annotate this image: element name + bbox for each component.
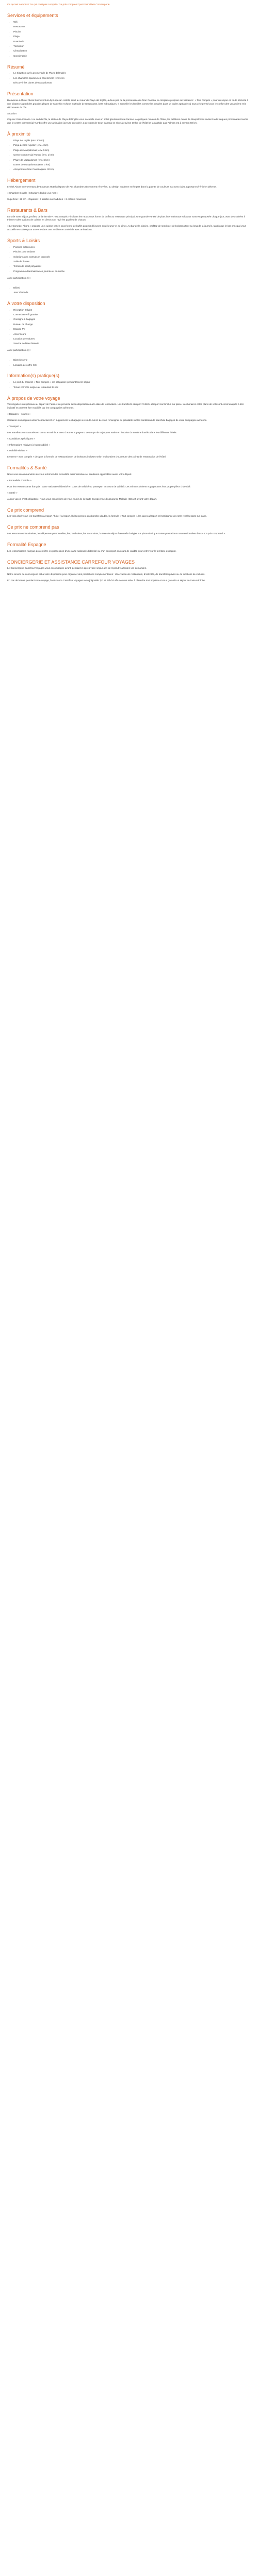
section (7, 64, 249, 85)
paragraph: Cap sur Gran Canaria ! Au sud de l'île, la station de Playa del Inglés vous accueille sous un soleil généreux toute l'année. À quelques minutes de l'hôtel, les célèbres dunes de Maspalomas invitent à de longues promenades tandis que le centre commercial Yumbo offre une animation joyeuse en soirée. L'aéroport de Gran Canaria se situe à environ 30 km de l'hôtel et la capitale Las Palmas est à environ 50 km. (7, 118, 248, 125)
paragraph: Le terme « tout compris » désigne la formule de restauration et de boissons incluses selon les horaires d'ouverture des points de restauration de l'hôtel. (7, 455, 166, 459)
paid-services-note: Avec participation (€) : (7, 276, 31, 279)
section (7, 13, 249, 58)
list-item: • Le port du bracelet « Tout compris » est obligatoire pendant tout le séjour (13, 381, 249, 384)
paragraph: Le Conciergerie Carrefour Voyages vous accompagne avant, pendant et après votre séjour afin de répondre à toutes vos demandes. (7, 567, 147, 570)
list-item: • Location de coffre-fort (13, 364, 249, 367)
list-item: • Consigne à bagages (13, 318, 249, 321)
section-title: À propos de votre voyage (7, 395, 60, 401)
paragraph: « Bagages – soumis » (7, 413, 31, 416)
list-item: • Tenue correcte exigée au restaurant le soir (13, 386, 249, 389)
paragraph: « Chambre Double / Chambre double vue mer » (7, 191, 58, 194)
list-item: • Plage de Maspalomas (env. 5 km) (13, 149, 249, 152)
paragraph: L'hôtel Abora Buenaventura by Lopesan Hotels dispose de 724 chambres récemment rénovées, au design moderne et élégant dans la palette de couleurs aux tons clairs apportant sérénité et détente. (7, 185, 217, 189)
section-title: À proximité (7, 131, 31, 137)
paragraph: En cas de besoin pendant votre voyage, l'assistance Carrefour Voyages reste joignable 7j/7 et 24h/24 afin de vous aider à résoudre tout imprévu et vous garantir un séjour en toute sérénité. (7, 579, 205, 582)
list-item: • Télévision (13, 45, 249, 48)
section (7, 208, 249, 232)
section (7, 542, 249, 553)
section (7, 396, 249, 460)
paragraph: Vols réguliers ou spéciaux au départ de Paris et de province selon disponibilités à la date de réservation. Les transferts aéroport / hôtel / aéroport sont inclus sur place. Les horaires et les plans de vols sont communiqués à titre indicatif et peuvent être modifiés par les compagnies aériennes. (7, 403, 244, 410)
section-title: Formalités & Santé (7, 465, 47, 471)
paid-services-note: Avec participation (€) : (7, 349, 31, 352)
bullet-list (7, 72, 249, 85)
section-title: CONCIERGERIE ET ASSISTANCE CARREFOUR VOYAGES (7, 559, 135, 565)
list-item: • Restaurant (13, 25, 249, 29)
paragraph: Les vols aller/retour, les transferts aéroport / hôtel / aéroport, l'hébergement en chambre double, la formule « Tout compris », les taxes aéroport et l'assistance de notre représentant sur place. (7, 515, 207, 518)
list-item: • Conciergerie (13, 55, 249, 58)
bullet-list (7, 286, 249, 295)
paragraph: Aucun vaccin n'est obligatoire. Nous vous conseillons de vous munir de la Carte Européenne d'Assurance Maladie (CEAM) avant votre départ. (7, 497, 157, 500)
paragraph: « Formalités d'entrée » (7, 479, 31, 482)
list-item: • Billard (13, 286, 249, 290)
page-content (0, 0, 258, 606)
section (7, 301, 249, 352)
paragraph: « Santé » (7, 491, 18, 494)
list-item: • Ascenseurs (13, 333, 249, 336)
paragraph: « Informations relatives à l'accessibilité » (7, 443, 51, 446)
list-item: • Les chambres spacieuses, récemment rénovées (13, 77, 249, 80)
list-item: • Playa de San Agustin (env. 4 km) (13, 144, 249, 147)
list-item: • Centre commercial Yumbo (env. 1 km) (13, 154, 249, 157)
list-item: • Bureau de change (13, 323, 249, 327)
list-item: • Dunes de Maspalomas (env. 3 km) (13, 163, 249, 167)
list-item: • Programme d'animations en journée et en soirée (13, 270, 249, 274)
section (7, 131, 249, 172)
list-item: • Wifi (13, 21, 249, 24)
list-item: • Plage (13, 35, 249, 39)
list-item: • Piscine pour enfants (13, 250, 249, 254)
section-title: Ce prix comprend (7, 507, 44, 513)
section-title: Information(s) pratique(s) (7, 373, 60, 379)
list-item: • Climatisation (13, 49, 249, 53)
bullet-list (7, 21, 249, 58)
intro-link[interactable]: Ce qui est compris / Ce qui n'est pas compris / Ce prix comprend par Formalités Conciergerie (7, 4, 110, 6)
paragraph: Les transferts sont assurés en car ou en minibus avec d'autres voyageurs. Le temps de trajet peut varier en fonction du nombre d'arrêts dans les différents hôtels. (7, 431, 178, 434)
list-item: • Buanderie (13, 40, 249, 44)
list-item: • Location de voitures (13, 337, 249, 341)
list-item: • Phare de Maspalomas (env. 6 km) (13, 159, 249, 162)
paragraph: « Mobilité réduite » (7, 449, 27, 452)
paragraph: Superficie : 26 m² – Capacité : 3 adultes ou 2 adultes + 2 enfants maximum (7, 197, 87, 200)
section-title: Hébergement (7, 178, 36, 183)
bullet-list (7, 139, 249, 172)
section (7, 359, 249, 367)
section (7, 91, 249, 125)
section-title: Sports & Loisirs (7, 238, 40, 244)
list-item: • Connexion Wifi gratuite (13, 313, 249, 317)
section-title: Formalité Espagne (7, 541, 46, 547)
list-item: • Le Situation sur la promenade de Playa del Inglés (13, 72, 249, 75)
list-item: • Espace TV (13, 328, 249, 331)
paragraph: Les ressortissants français doivent être en possession d'une carte nationale d'identité ou d'un passeport en cours de validité pour entrer sur le territoire espagnol. (7, 549, 176, 552)
list-item: • Service de blanchisserie (13, 342, 249, 346)
list-item: • Piscine (13, 30, 249, 34)
section-title: Présentation (7, 91, 34, 97)
section (7, 238, 249, 280)
list-item: • Piscines extérieures (13, 246, 249, 249)
section-title: À votre disposition (7, 300, 45, 306)
section-title: Ce prix ne comprend pas (7, 524, 59, 530)
section-title: Restaurants & Bars (7, 207, 48, 213)
section (7, 524, 249, 536)
list-item: • Blanchisserie (13, 359, 249, 362)
sections-container (7, 13, 249, 583)
paragraph: « Le Comedor Abora » propose une cuisine variée sous forme de buffet au petit-déjeuner, au déjeuner et au dîner. Au bar de la piscine, profitez de snacks et de boissons tout au long de la journée, tandis que le bar principal vous accueille en soirée pour un verre dans une ambiance conviviale avec animations. (7, 225, 246, 231)
paragraph: Les assurances facultatives, les dépenses personnelles, les pourboires, les excursions, la taxe de séjour éventuelle à régler sur place ainsi que toutes prestations non mentionnées dans « Ce prix comprend ». (7, 532, 226, 535)
list-item: • Solarium avec transats et parasols (13, 256, 249, 259)
list-item: • Jeux d'arcade (13, 291, 249, 295)
list-item: • Découvrir les dunes de Maspalomas (13, 81, 249, 85)
bullet-list (7, 246, 249, 274)
paragraph: Nous vous recommandons de vous informer des formalités administratives et sanitaires applicables avant votre départ. (7, 473, 132, 476)
list-item: • Aéroport de Gran Canaria (env. 30 km) (13, 168, 249, 172)
list-item: • Réception 24h/24 (13, 309, 249, 312)
paragraph: Bienvenue à l'hôtel Abora Buenaventura by Lopesan Hotels, situé au cœur de Playa del Inglés, à deux pas de la promenade de Gran Canaria, le complexe propose aux visiteurs : « Tout compris » pour un séjour en toute sérénité à une distance à pied des grandes plages de sable fin et d'une multitude de restaurants, bars et boutiques. Il accueille les familles comme les couples dans un cadre agréable où tout a été pensé pour le confort des vacanciers et la découverte de l'île. (7, 98, 249, 109)
paragraph: Situation (7, 112, 17, 115)
paragraph: « Transport » (7, 425, 22, 428)
list-item: • Playa del Inglés (env. 200 m) (13, 139, 249, 143)
section (7, 178, 249, 201)
section-title: Résumé (7, 64, 25, 70)
section (7, 286, 249, 295)
section (7, 465, 249, 501)
bullet-list (7, 359, 249, 367)
paragraph: « Conditions spécifiques » (7, 437, 35, 440)
bullet-list (7, 309, 249, 346)
list-item: • Salle de fitness (13, 260, 249, 264)
paragraph: Certaines compagnies aériennes facturent en supplément les bagages en soute. Merci de vous renseigner au préalable sur les conditions de franchise bagages de votre compagnie aérienne. (7, 419, 207, 422)
paragraph: Notre service de conciergerie est à votre disposition pour organiser des prestations complémentaires : réservation de restaurants, d'activités, de transferts privés ou de locations de voitures. (7, 573, 205, 576)
paragraph: Pour les ressortissants français : carte nationale d'identité en cours de validité ou passeport en cours de validité. Les mineurs doivent voyager avec leur propre pièce d'identité. (7, 485, 191, 488)
list-item: • Terrain de sport polyvalent (13, 265, 249, 268)
section (7, 373, 249, 389)
paragraph: Lors de votre séjour, profitez de la formule « Tout compris » incluant les repas sous forme de buffet au restaurant principal. Une grande variété de plats internationaux et locaux vous est proposée chaque jour, avec des soirées à thème et des stations de cuisine en direct pour ravir les papilles de chacun. (7, 215, 246, 222)
section (7, 560, 249, 583)
bullet-list (7, 381, 249, 389)
section (7, 507, 249, 519)
section-title: Services et équipements (7, 13, 58, 19)
